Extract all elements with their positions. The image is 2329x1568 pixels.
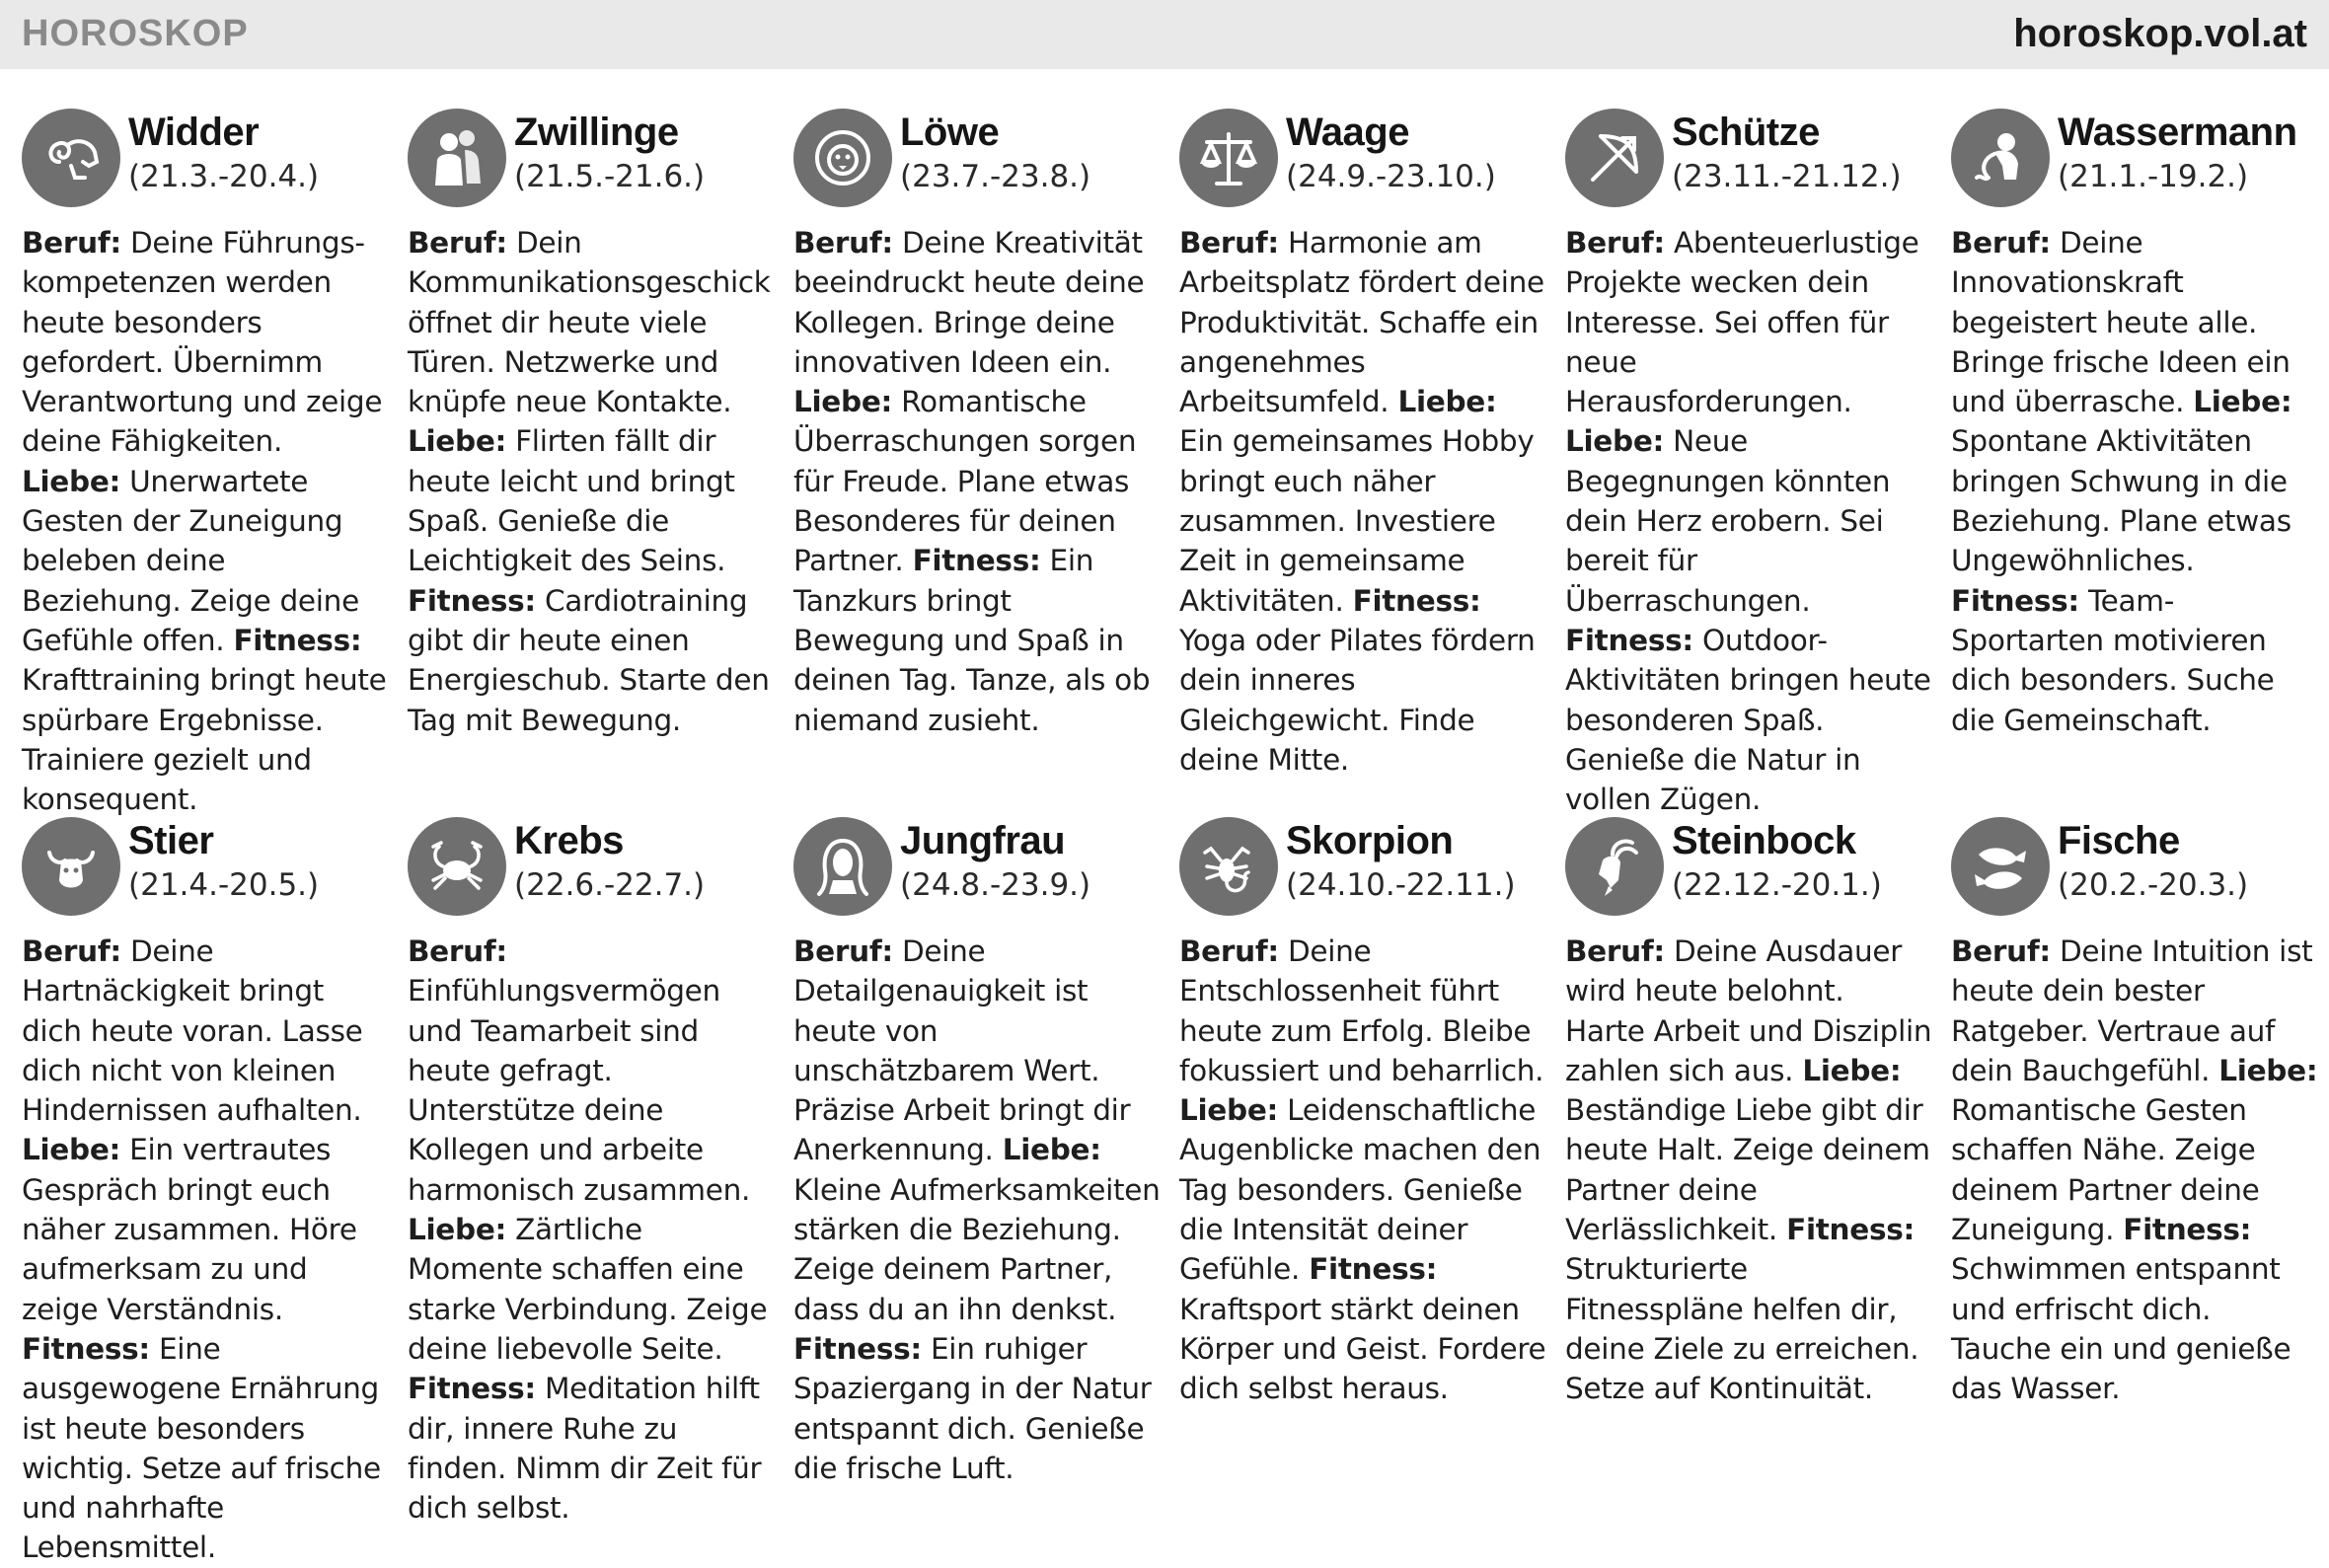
- fitness-text: Schwimmen entspannt und erfrischt dich. Tauche ein und genieße das Wasser.: [1951, 1252, 2291, 1406]
- liebe-text: Zärtliche Momente schaffen eine starke Verbindung. Zeige deine liebevolle Seite.: [408, 1213, 768, 1366]
- bull-icon: [22, 817, 120, 916]
- sign-dates: (24.8.-23.9.): [900, 867, 1091, 903]
- beruf-label: Beruf:: [1565, 226, 1665, 260]
- beruf-label: Beruf:: [1565, 934, 1665, 968]
- fitness-text: Ein ruhiger Spaziergang in der Natur entspannt dich. Genieße die frische Luft.: [793, 1331, 1152, 1485]
- sign-name: Zwillinge: [514, 111, 679, 154]
- scales-icon: [1179, 109, 1278, 207]
- beruf-label: Beruf:: [1179, 934, 1279, 968]
- beruf-text: Deine Detailgenauigkeit ist heute von unschätzbarem Wert. Präzise Arbeit bringt dir Anerkennung.: [793, 934, 1131, 1167]
- liebe-label: Liebe:: [1397, 385, 1497, 419]
- liebe-text: Neue Begegnungen könnten dein Herz erobern. Sei bereit für Überraschungen.: [1565, 424, 1891, 618]
- fitness-text: Eine ausgewogene Ernährung ist heute besonders wichtig. Setze auf frische und nahrhafte Lebensmittel.: [22, 1331, 381, 1565]
- sign-text: [22, 932, 389, 1568]
- fitness-text: Strukturierte Fitnesspläne helfen dir, deine Ziele zu erreichen. Setze auf Kontinuität.: [1565, 1252, 1919, 1406]
- sign-name: Krebs: [514, 819, 624, 862]
- sign-name: Jungfrau: [900, 819, 1066, 862]
- liebe-text: Kleine Aufmerksamkeiten stärken die Beziehung. Zeige deinem Partner, dass du an ihn denkst.: [793, 1172, 1161, 1326]
- beruf-text: Deine Hartnäckigkeit bringt dich heute voran. Lasse dich nicht von kleinen Hindernissen aufhalten.: [22, 934, 363, 1128]
- sign-name: Schütze: [1672, 111, 1820, 154]
- fitness-label: Fitness:: [233, 623, 362, 657]
- sign-dates: (22.6.-22.7.): [514, 867, 706, 903]
- beruf-label: Beruf:: [408, 226, 507, 260]
- beruf-text: Deine Entschlossenheit führt heute zum Erfolg. Bleibe fokussiert und beharrlich.: [1179, 934, 1544, 1087]
- fitness-text: Ein Tanzkurs bringt Bewegung und Spaß in deinen Tag. Tanze, als ob niemand zusieht.: [793, 544, 1151, 737]
- fitness-label: Fitness:: [1309, 1252, 1438, 1287]
- sign-dates: (21.5.-21.6.): [514, 159, 706, 194]
- liebe-label: Liebe:: [22, 1133, 121, 1167]
- sign-name: Löwe: [900, 111, 1000, 154]
- beruf-text: Deine Intuition ist heute dein bester Ratgeber. Vertraue auf dein Bauchgefühl.: [1951, 934, 2313, 1087]
- liebe-label: Liebe:: [2218, 1053, 2318, 1087]
- fish-icon: [1951, 817, 2050, 916]
- beruf-text: Abenteuerlustige Projekte wecken dein Interesse. Sei offen für neue Herausforderungen.: [1565, 226, 1919, 419]
- goat-icon: [1565, 817, 1664, 916]
- lion-icon: [793, 109, 892, 207]
- liebe-text: Romantische Überraschungen sorgen für Freude. Plane etwas Besonderes für deinen Partner.: [793, 385, 1137, 578]
- liebe-text: Ein gemeinsames Hobby bringt euch näher zusammen. Investiere Zeit in gemeinsame Aktivitäten.: [1179, 424, 1535, 618]
- liebe-text: Beständige Liebe gibt dir heute Halt. Zeige deinem Partner deine Verlässlichkeit.: [1565, 1093, 1930, 1247]
- fitness-text: Cardiotraining gibt dir heute einen Energieschub. Starte den Tag mit Bewegung.: [408, 583, 770, 737]
- sign-text: [1565, 932, 1932, 1409]
- fitness-label: Fitness:: [22, 1331, 150, 1366]
- maiden-icon: [793, 817, 892, 916]
- liebe-label: Liebe:: [1179, 1093, 1279, 1128]
- sign-text: [408, 223, 775, 740]
- fitness-text: Kraftsport stärkt deinen Körper und Geist. Fordere dich selbst heraus.: [1179, 1292, 1546, 1406]
- sign-dates: (22.12.-20.1.): [1672, 867, 1882, 903]
- sign-dates: (23.11.-21.12.): [1672, 159, 1902, 194]
- ram-icon: [22, 109, 120, 207]
- beruf-label: Beruf:: [1951, 226, 2051, 260]
- section-title: HOROSKOP: [22, 13, 249, 54]
- fitness-label: Fitness:: [912, 544, 1041, 578]
- liebe-text: Ein vertrautes Gespräch bringt euch näher zusammen. Höre aufmerksam zu und zeige Verständnis.: [22, 1133, 357, 1326]
- sign-text: [1179, 932, 1546, 1409]
- fitness-label: Fitness:: [1565, 623, 1693, 657]
- scorpion-icon: [1179, 817, 1278, 916]
- sign-name: Widder: [128, 111, 260, 154]
- sign-text: [793, 932, 1161, 1488]
- archer-icon: [1565, 109, 1664, 207]
- beruf-text: Deine Ausdauer wird heute belohnt. Harte Arbeit und Disziplin zahlen sich aus.: [1565, 934, 1932, 1087]
- sign-text: [793, 223, 1161, 740]
- fitness-label: Fitness:: [408, 583, 536, 618]
- beruf-label: Beruf:: [1951, 934, 2051, 968]
- sign-dates: (24.9.-23.10.): [1286, 159, 1496, 194]
- beruf-label: Beruf:: [793, 934, 893, 968]
- fitness-label: Fitness:: [1786, 1213, 1915, 1247]
- sign-text: [22, 223, 389, 819]
- sign-text: [1951, 932, 2318, 1409]
- beruf-text: Harmonie am Arbeitsplatz fördert deine Produktivität. Schaffe ein angenehmes Arbeitsumfeld.: [1179, 226, 1544, 419]
- fitness-text: Yoga oder Pilates fördern dein inneres Gleichgewicht. Finde deine Mitte.: [1179, 623, 1536, 777]
- liebe-label: Liebe:: [408, 1213, 507, 1247]
- sign-name: Skorpion: [1286, 819, 1454, 862]
- fitness-label: Fitness:: [408, 1372, 536, 1406]
- liebe-label: Liebe:: [2193, 385, 2292, 419]
- sign-name: Steinbock: [1672, 819, 1856, 862]
- liebe-label: Liebe:: [1802, 1053, 1902, 1087]
- sign-dates: (24.10.-22.11.): [1286, 867, 1516, 903]
- sign-dates: (21.1.-19.2.): [2058, 159, 2249, 194]
- beruf-label: Beruf:: [22, 226, 121, 260]
- beruf-label: Beruf:: [1179, 226, 1279, 260]
- liebe-text: Flirten fällt dir heute leicht und bringt Spaß. Genieße die Leichtigkeit des Seins.: [408, 424, 735, 578]
- beruf-text: Deine Kreativität beeindruckt heute deine Kollegen. Bringe deine innovativen Ideen ein.: [793, 226, 1145, 379]
- sign-text: [1565, 223, 1932, 819]
- liebe-text: Leidenschaftliche Augenblicke machen den Tag besonders. Genieße die Intensität deiner Gefühle.: [1179, 1093, 1541, 1287]
- sign-dates: (21.3.-20.4.): [128, 159, 320, 194]
- site-url: horoskop.vol.at: [2013, 12, 2307, 55]
- beruf-label: Beruf:: [408, 934, 507, 968]
- beruf-text: Deine Führungs-kompetenzen werden heute besonders gefordert. Übernimm Verantwortung und zeige deine Fähigkeiten.: [22, 226, 383, 459]
- sign-text: [408, 932, 775, 1528]
- liebe-label: Liebe:: [408, 424, 507, 459]
- water-bearer-icon: [1951, 109, 2050, 207]
- fitness-text: Meditation hilft dir, innere Ruhe zu finden. Nimm dir Zeit für dich selbst.: [408, 1372, 762, 1526]
- sign-text: [1951, 223, 2318, 740]
- liebe-label: Liebe:: [1565, 424, 1665, 459]
- liebe-label: Liebe:: [793, 385, 893, 419]
- beruf-text: Deine Innovationskraft begeistert heute alle. Bringe frische Ideen ein und überrasche.: [1951, 226, 2291, 419]
- beruf-label: Beruf:: [793, 226, 893, 260]
- liebe-label: Liebe:: [22, 464, 121, 498]
- sign-dates: (20.2.-20.3.): [2058, 867, 2249, 903]
- fitness-text: Team-Sportarten motivieren dich besonders. Suche die Gemeinschaft.: [1951, 583, 2275, 737]
- beruf-text: Dein Kommunikationsgeschick öffnet dir heute viele Türen. Netzwerke und knüpfe neue Kontakte.: [408, 226, 771, 419]
- liebe-text: Spontane Aktivitäten bringen Schwung in die Beziehung. Plane etwas Ungewöhnliches.: [1951, 424, 2291, 578]
- sign-text: [1179, 223, 1546, 780]
- liebe-label: Liebe:: [1002, 1133, 1101, 1167]
- liebe-text: Unerwartete Gesten der Zuneigung beleben deine Beziehung. Zeige deine Gefühle offen.: [22, 464, 359, 657]
- fitness-label: Fitness:: [1951, 583, 2079, 618]
- liebe-text: Romantische Gesten schaffen Nähe. Zeige deinem Partner deine Zuneigung.: [1951, 1093, 2260, 1247]
- header-bar: [0, 0, 2329, 69]
- beruf-text: Einfühlungsvermögen und Teamarbeit sind heute gefragt. Unterstütze deine Kollegen und arbeite harmonisch zusammen.: [408, 974, 751, 1207]
- sign-dates: (23.7.-23.8.): [900, 159, 1091, 194]
- sign-name: Fische: [2058, 819, 2180, 862]
- fitness-text: Outdoor-Aktivitäten bringen heute besonderen Spaß. Genieße die Natur in vollen Zügen.: [1565, 623, 1931, 817]
- fitness-text: Krafttraining bringt heute spürbare Ergebnisse. Trainiere gezielt und konsequent.: [22, 663, 387, 817]
- crab-icon: [408, 817, 506, 916]
- sign-name: Wassermann: [2058, 111, 2297, 154]
- fitness-label: Fitness:: [2123, 1213, 2252, 1247]
- sign-name: Waage: [1286, 111, 1409, 154]
- beruf-label: Beruf:: [22, 934, 121, 968]
- twins-icon: [408, 109, 506, 207]
- sign-dates: (21.4.-20.5.): [128, 867, 320, 903]
- fitness-label: Fitness:: [1352, 583, 1481, 618]
- fitness-label: Fitness:: [793, 1331, 922, 1366]
- sign-name: Stier: [128, 819, 214, 862]
